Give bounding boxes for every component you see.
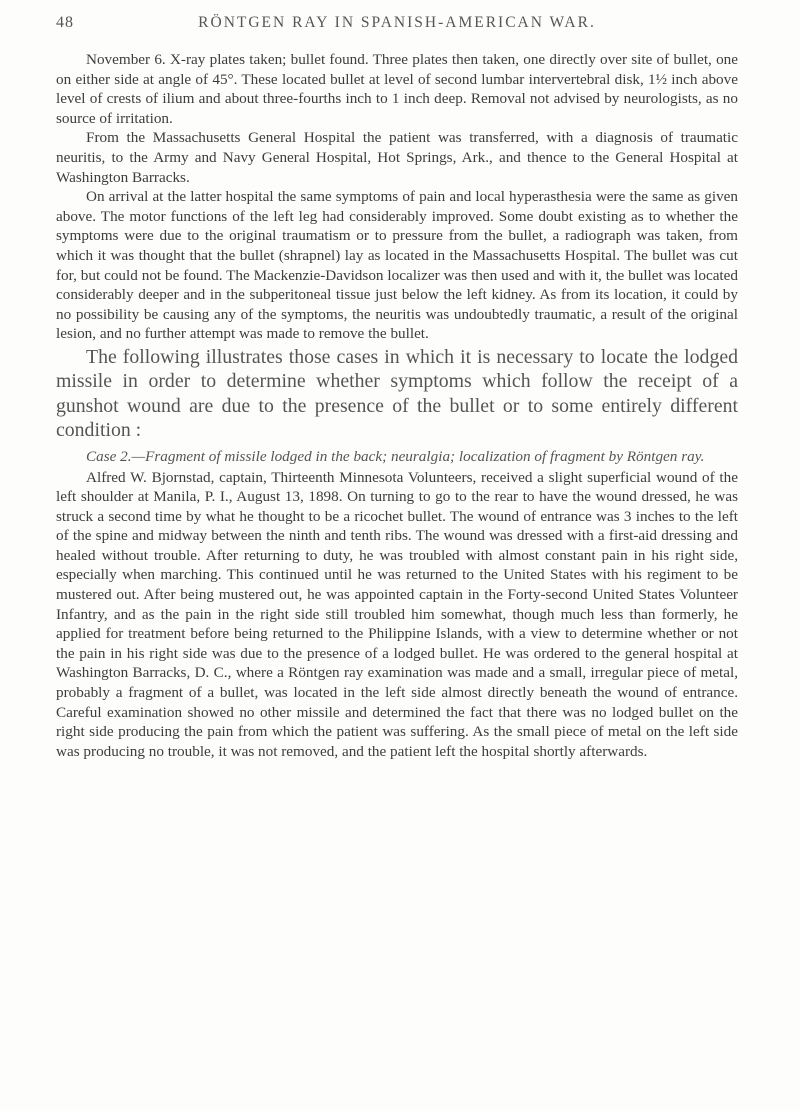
paragraph-transfer: From the Massachusetts General Hospital the patient was transferred, with a diagnosis of traumatic neuritis, to the Army and Navy General Hospital, Hot Springs, Ark., and thence to the General Hospital at Washington Barracks. (56, 129, 738, 186)
page-body (56, 50, 738, 761)
paragraph-x-ray-plates: November 6. X-ray plates taken; bullet found. Three plates then taken, one directly over site of bullet, one on either side at angle of 45°. These located bullet at level of second lumbar intervertebral disk, 1½ inch above level of crests of ilium and about three-fourths inch to 1 inch deep. Removal not advised by neurologists, as no source of irritation. (56, 51, 738, 127)
paragraph-arrival: On arrival at the latter hospital the same symptoms of pain and local hyperasthesia were the same as given above. The motor functions of the left leg had considerably improved. Some doubt existing as to whether the symptoms were due to the original traumatism or to pressure from the bullet, a radiograph was taken, from which it was thought that the bullet (shrapnel) lay as located in the Massachusetts Hospital. The bullet was cut for, but could not be found. The Mackenzie-Davidson localizer was then used and with it, the bullet was located considerably deeper and in the subperitoneal tissue just below the left kidney. As from its location, it could by no possibility be causing any of the symptoms, the neuritis was undoubtedly traumatic, a result of the original lesion, and no further attempt was made to remove the bullet. (56, 188, 738, 343)
running-head: RÖNTGEN RAY IN SPANISH-AMERICAN WAR. (198, 14, 596, 31)
case-heading: Case 2.—Fragment of missile lodged in the back; neuralgia; localization of fragment by Röntgen ray. (86, 447, 705, 465)
page-header (56, 14, 738, 38)
paragraph-intro-large: The following illustrates those cases in which it is necessary to locate the lodged missile in order to determine whether symptoms which follow the receipt of a gunshot wound are due to the presence of the bullet or to some entirely different condition : (56, 345, 738, 442)
paragraph-case-2: Alfred W. Bjornstad, captain, Thirteenth Minnesota Volunteers, received a slight superficial wound of the left shoulder at Manila, P. I., August 13, 1898. On turning to go to the rear to have the wound dressed, he was struck a second time by what he thought to be a ricochet bullet. The wound of entrance was 3 inches to the left of the spine and midway between the ninth and tenth ribs. The wound was dressed with a first-aid dressing and healed without trouble. After returning to duty, he was troubled with almost constant pain in his right side, especially when marching. This continued until he was returned to the United States with his regiment to be mustered out. After being mustered out, he was appointed captain in the Forty-second United States Volunteer Infantry, and as the pain in the right side still troubled him somewhat, though much less than formerly, he applied for treatment before being returned to the Philippine Islands, with a view to determine whether or not the pain in his right side was due to the presence of a lodged bullet. He was ordered to the general hospital at Washington Barracks, D. C., where a Röntgen ray examination was made and a small, irregular piece of metal, probably a fragment of a bullet, was located in the left side almost directly beneath the wound of entrance. Careful examination showed no other missile and determined the fact that there was no lodged bullet on the right side producing the pain from which the patient was suffering. As the small piece of metal on the left side was producing no trouble, it was not removed, and the patient left the hospital shortly afterwards. (56, 468, 738, 760)
page-number: 48 (56, 14, 74, 31)
